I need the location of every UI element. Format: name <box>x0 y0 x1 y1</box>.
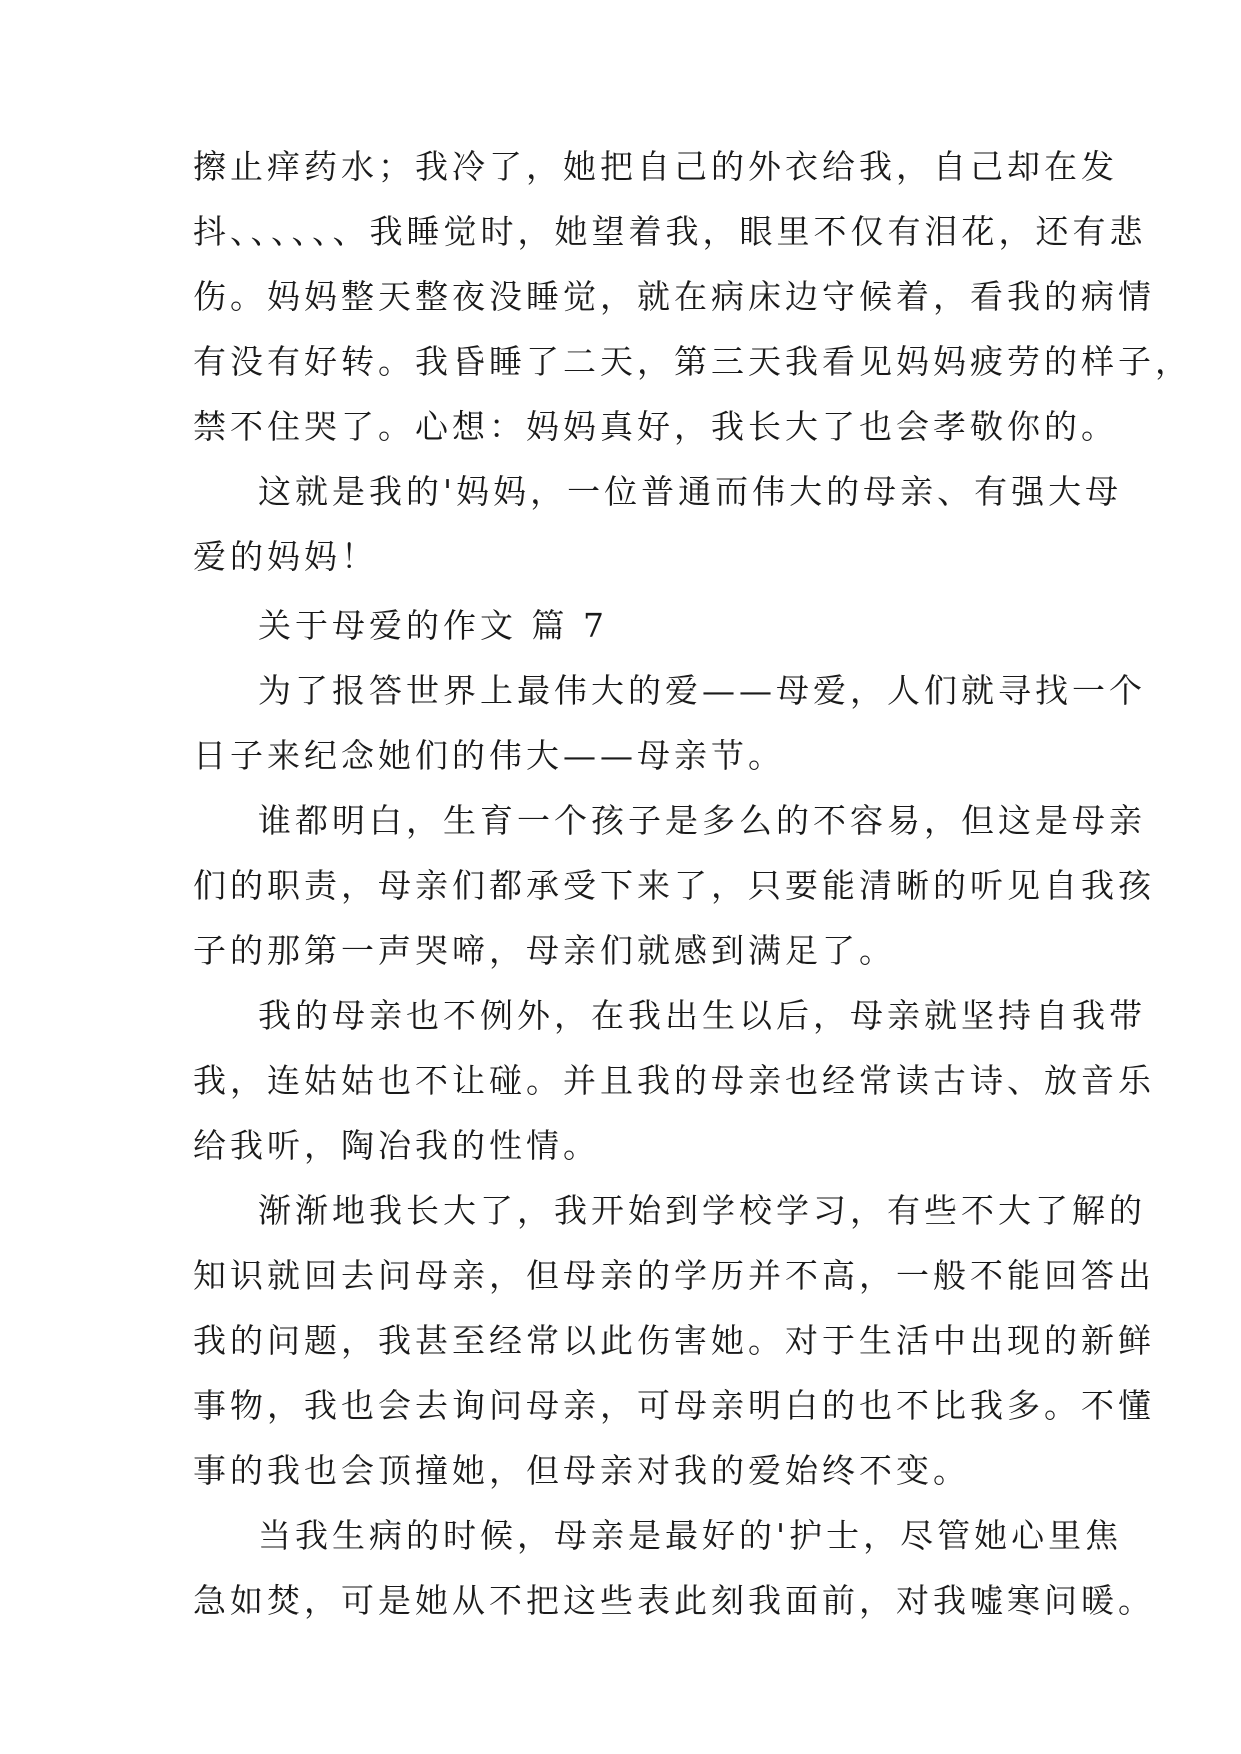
text-line: 渐渐地我长大了，我开始到学校学习，有些不大了解的 <box>258 1191 1146 1230</box>
text-line: 日子来纪念她们的伟大——母亲节。 <box>193 736 785 775</box>
text-line: 有没有好转。我昏睡了二天，第三天我看见妈妈疲劳的样子， <box>193 342 1192 381</box>
text-line: 擦止痒药水；我冷了，她把自己的外衣给我，自己却在发 <box>193 147 1118 186</box>
text-line: 我，连姑姑也不让碰。并且我的母亲也经常读古诗、放音乐 <box>193 1061 1155 1100</box>
text-line: 我的问题，我甚至经常以此伤害她。对于生活中出现的新鲜 <box>193 1321 1155 1360</box>
essay-paragraph-continued <box>193 134 1192 459</box>
text-line: 爱的妈妈！ <box>193 537 378 576</box>
text-line: 事物，我也会去询问母亲，可母亲明白的也不比我多。不懂 <box>193 1386 1155 1425</box>
text-line: 这就是我的'妈妈，一位普通而伟大的母亲、有强大母 <box>258 472 1123 511</box>
text-line: 知识就回去问母亲，但母亲的学历并不高，一般不能回答出 <box>193 1256 1155 1295</box>
text-line: 抖、、、、、、我睡觉时，她望着我，眼里不仅有泪花，还有悲 <box>193 212 1147 251</box>
text-line: 事的我也会顶撞她，但母亲对我的爱始终不变。 <box>193 1451 970 1490</box>
text-line: 子的那第一声哭啼，母亲们就感到满足了。 <box>193 931 896 970</box>
text-line: 给我听，陶冶我的性情。 <box>193 1126 600 1165</box>
essay-section-body <box>193 658 1155 1633</box>
text-line: 禁不住哭了。心想：妈妈真好，我长大了也会孝敬你的。 <box>193 407 1118 446</box>
essay-closing-paragraph <box>193 459 1123 589</box>
text-line: 伤。妈妈整天整夜没睡觉，就在病床边守候着，看我的病情 <box>193 277 1155 316</box>
text-line: 我的母亲也不例外，在我出生以后，母亲就坚持自我带 <box>258 996 1146 1035</box>
section-heading <box>193 593 1073 658</box>
text-line: 为了报答世界上最伟大的爱——母爱，人们就寻找一个 <box>258 671 1146 710</box>
text-line: 谁都明白，生育一个孩子是多么的不容易，但这是母亲 <box>258 801 1146 840</box>
section-title: 关于母爱的作文 篇 7 <box>258 606 608 645</box>
text-line: 们的职责，母亲们都承受下来了，只要能清晰的听见自我孩 <box>193 866 1155 905</box>
text-line: 当我生病的时候，母亲是最好的'护士，尽管她心里焦 <box>258 1516 1123 1555</box>
text-line: 急如焚，可是她从不把这些表此刻我面前，对我嘘寒问暖。 <box>193 1581 1155 1620</box>
